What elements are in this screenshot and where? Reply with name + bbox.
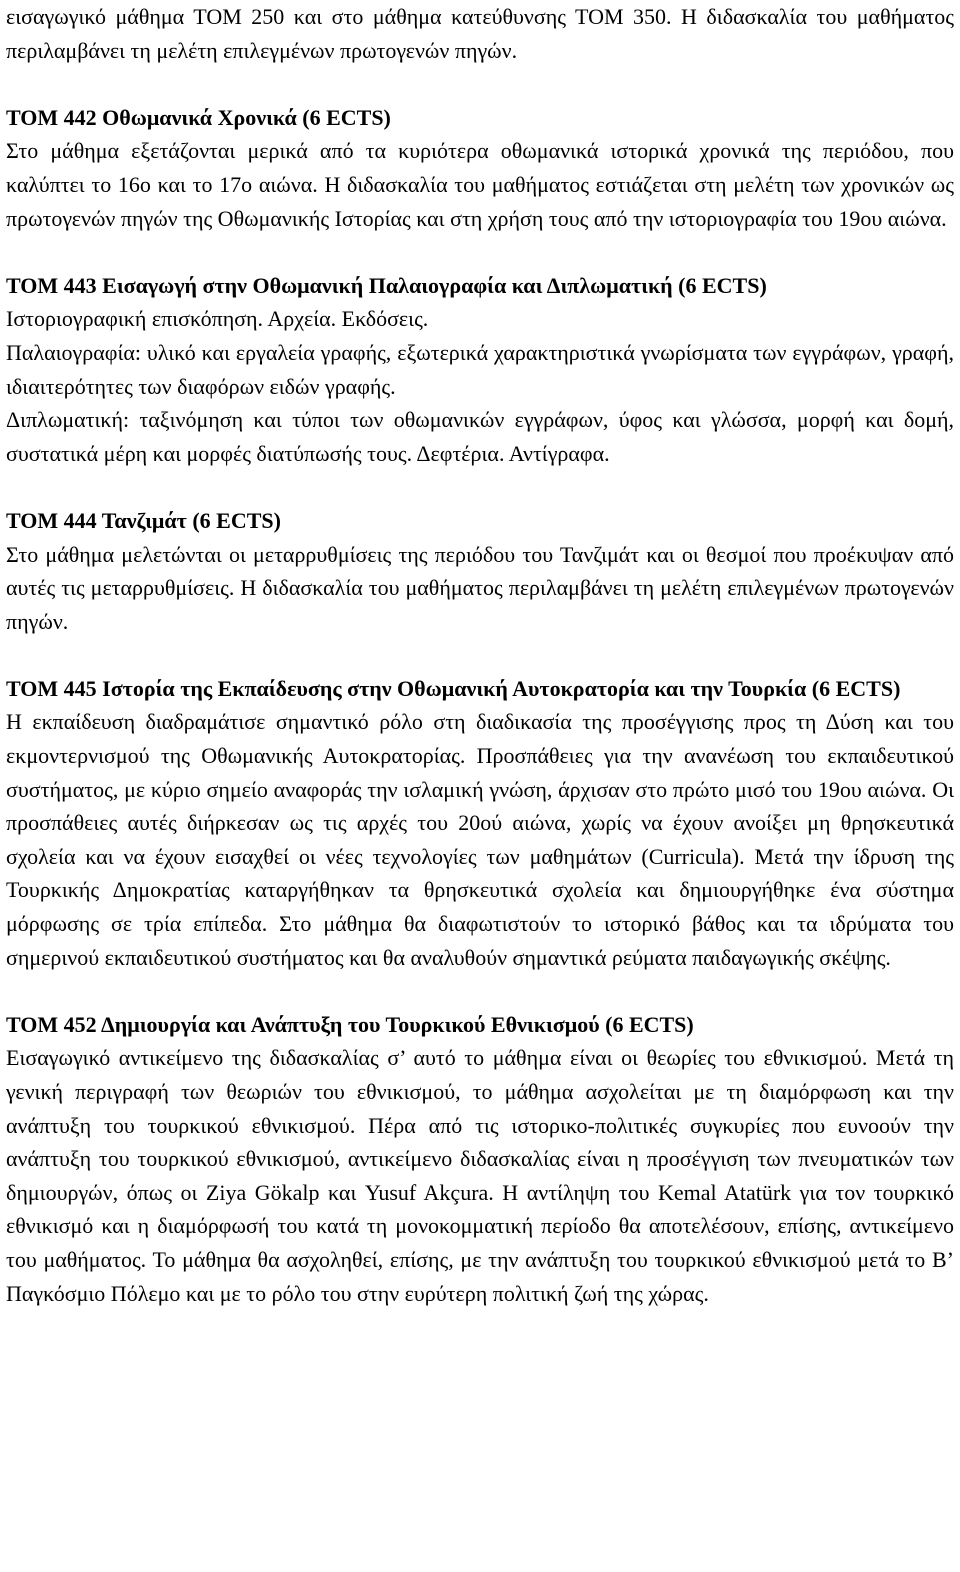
course-tom-442 [6, 101, 954, 235]
course-title: ΤΟΜ 442 Οθωμανικά Χρονικά (6 ECTS) [6, 104, 391, 130]
spacer [6, 470, 954, 504]
course-paragraph: Στο μάθημα εξετάζονται μερικά από τα κυριότερα οθωμανικά ιστορικά χρονικά της περιόδου, που καλύπτει το 16ο και το 17ο αιώνα. Η διδασκαλία του μαθήματος εστιάζεται στη μελέτη των χρονικών ως πρωτογενών πηγών της Οθωμανικής Ιστορίας και στη χρήση τους από την ιστοριογραφία του 19ου αιώνα. [6, 138, 954, 231]
course-description [6, 134, 954, 235]
course-description [6, 1041, 954, 1310]
course-title [6, 269, 954, 303]
spacer [6, 235, 954, 269]
course-tom-443 [6, 269, 954, 471]
course-paragraph: Παλαιογραφία: υλικό και εργαλεία γραφής, εξωτερικά χαρακτηριστικά γνωρίσματα των εγγράφων, γραφή, ιδιαιτερότητες των διαφόρων ειδών γραφής. [6, 339, 954, 399]
course-description [6, 302, 954, 470]
spacer [6, 638, 954, 672]
course-tom-445 [6, 672, 954, 974]
course-paragraph: Η εκπαίδευση διαδραμάτισε σημαντικό ρόλο στη διαδικασία της προσέγγισης προς τη Δύση και του εκμοντερνισμού της Οθωμανικής Αυτοκρατορίας. Προσπάθειες για την ανανέωση του εκπαιδευτικού συστήματος, με κύριο σημείο αναφοράς την ισλαμική γνώση, άρχισαν στο πρώτο μισό του 19ου αιώνα. Οι προσπάθειες αυτές διήρκεσαν ως τις αρχές του 20ού αιώνα, χωρίς να έχουν ανοίξει μη θρησκευτικά σχολεία και να έχουν εισαχθεί οι νέες τεχνολογίες των μαθημάτων (Curricula). Μετά την ίδρυση της Τουρκικής Δημοκρατίας καταργήθηκαν τα θρησκευτικά σχολεία και δημιουργήθηκε ένα σύστημα μόρφωσης σε τρία επίπεδα. Στο μάθημα θα διαφωτιστούν το ιστορικό βάθος και τα ιδρύματα του σημερινού εκπαιδευτικού συστήματος και θα αναλυθούν σημαντικά ρεύματα παιδαγωγικής σκέψης. [6, 709, 954, 970]
course-paragraph: Διπλωματική: ταξινόμηση και τύποι των οθωμανικών εγγράφων, ύφος και γλώσσα, μορφή και δομή, συστατικά μέρη και μορφές διατύπωσής τους. Δεφτέρια. Αντίγραφα. [6, 407, 954, 466]
course-description [6, 705, 954, 974]
course-paragraph: Εισαγωγικό αντικείμενο της διδασκαλίας σ’ αυτό το μάθημα είναι οι θεωρίες του εθνικισμού. Μετά τη γενική περιγραφή των θεωριών του εθνικισμού, το μάθημα ασχολείται με τη διαμόρφωση και την ανάπτυξη του τουρκικού εθνικισμού. Πέρα από τις ιστορικο-πολιτικές συγκυρίες που ευνοούν την ανάπτυξη του τουρκικού εθνικισμού, αντικείμενο διδασκαλίας είναι η προσέγγιση των πνευματικών των δημιουργών, όπως οι Ziya Gökalp και Yusuf Akçura. Η αντίληψη του Kemal Atatürk για τον τουρκικό εθνικισμό και η διαμόρφωσή του κατά τη μονοκομματική περίοδο θα αποτελέσουν, επίσης, αντικείμενο του μαθήματος. Το μάθημα θα ασχοληθεί, επίσης, με την ανάπτυξη του τουρκικού εθνικισμού μετά το Β’ Παγκόσμιο Πόλεμο και με το ρόλο του στην ευρύτερη πολιτική ζωή της χώρας. [6, 1045, 954, 1306]
intro-paragraph: εισαγωγικό μάθημα ΤΟΜ 250 και στο μάθημα κατεύθυνσης ΤΟΜ 350. Η διδασκαλία του μαθήματος περιλαμβάνει τη μελέτη επιλεγμένων πρωτογενών πηγών. [6, 4, 954, 63]
course-paragraph: Ιστοριογραφική επισκόπηση. Αρχεία. Εκδόσεις. [6, 306, 429, 332]
spacer [6, 67, 954, 101]
course-paragraph: Στο μάθημα μελετώνται οι μεταρρυθμίσεις της περιόδου του Τανζιμάτ και οι θεσμοί που προέκυψαν από αυτές τις μεταρρυθμίσεις. Η διδασκαλία του μαθήματος περιλαμβάνει τη μελέτη επιλεγμένων πρωτογενών πηγών. [6, 541, 954, 634]
course-title-text: ΤΟΜ 443 Εισαγωγή στην Οθωμανική Παλαιογραφία και Διπλωματική (6 ECTS) [6, 272, 767, 298]
course-description [6, 538, 954, 639]
spacer [6, 974, 954, 1008]
course-title: ΤΟΜ 445 Ιστορία της Εκπαίδευσης στην Οθωμανική Αυτοκρατορία και την Τουρκία (6 ECTS) [6, 675, 901, 701]
document-page [6, 0, 954, 1310]
course-title: ΤΟΜ 444 Τανζιμάτ (6 ECTS) [6, 507, 281, 533]
course-tom-452 [6, 1008, 954, 1310]
course-title: ΤΟΜ 452 Δημιουργία και Ανάπτυξη του Τουρκικού Εθνικισμού (6 ECTS) [6, 1011, 694, 1037]
course-tom-444 [6, 504, 954, 638]
